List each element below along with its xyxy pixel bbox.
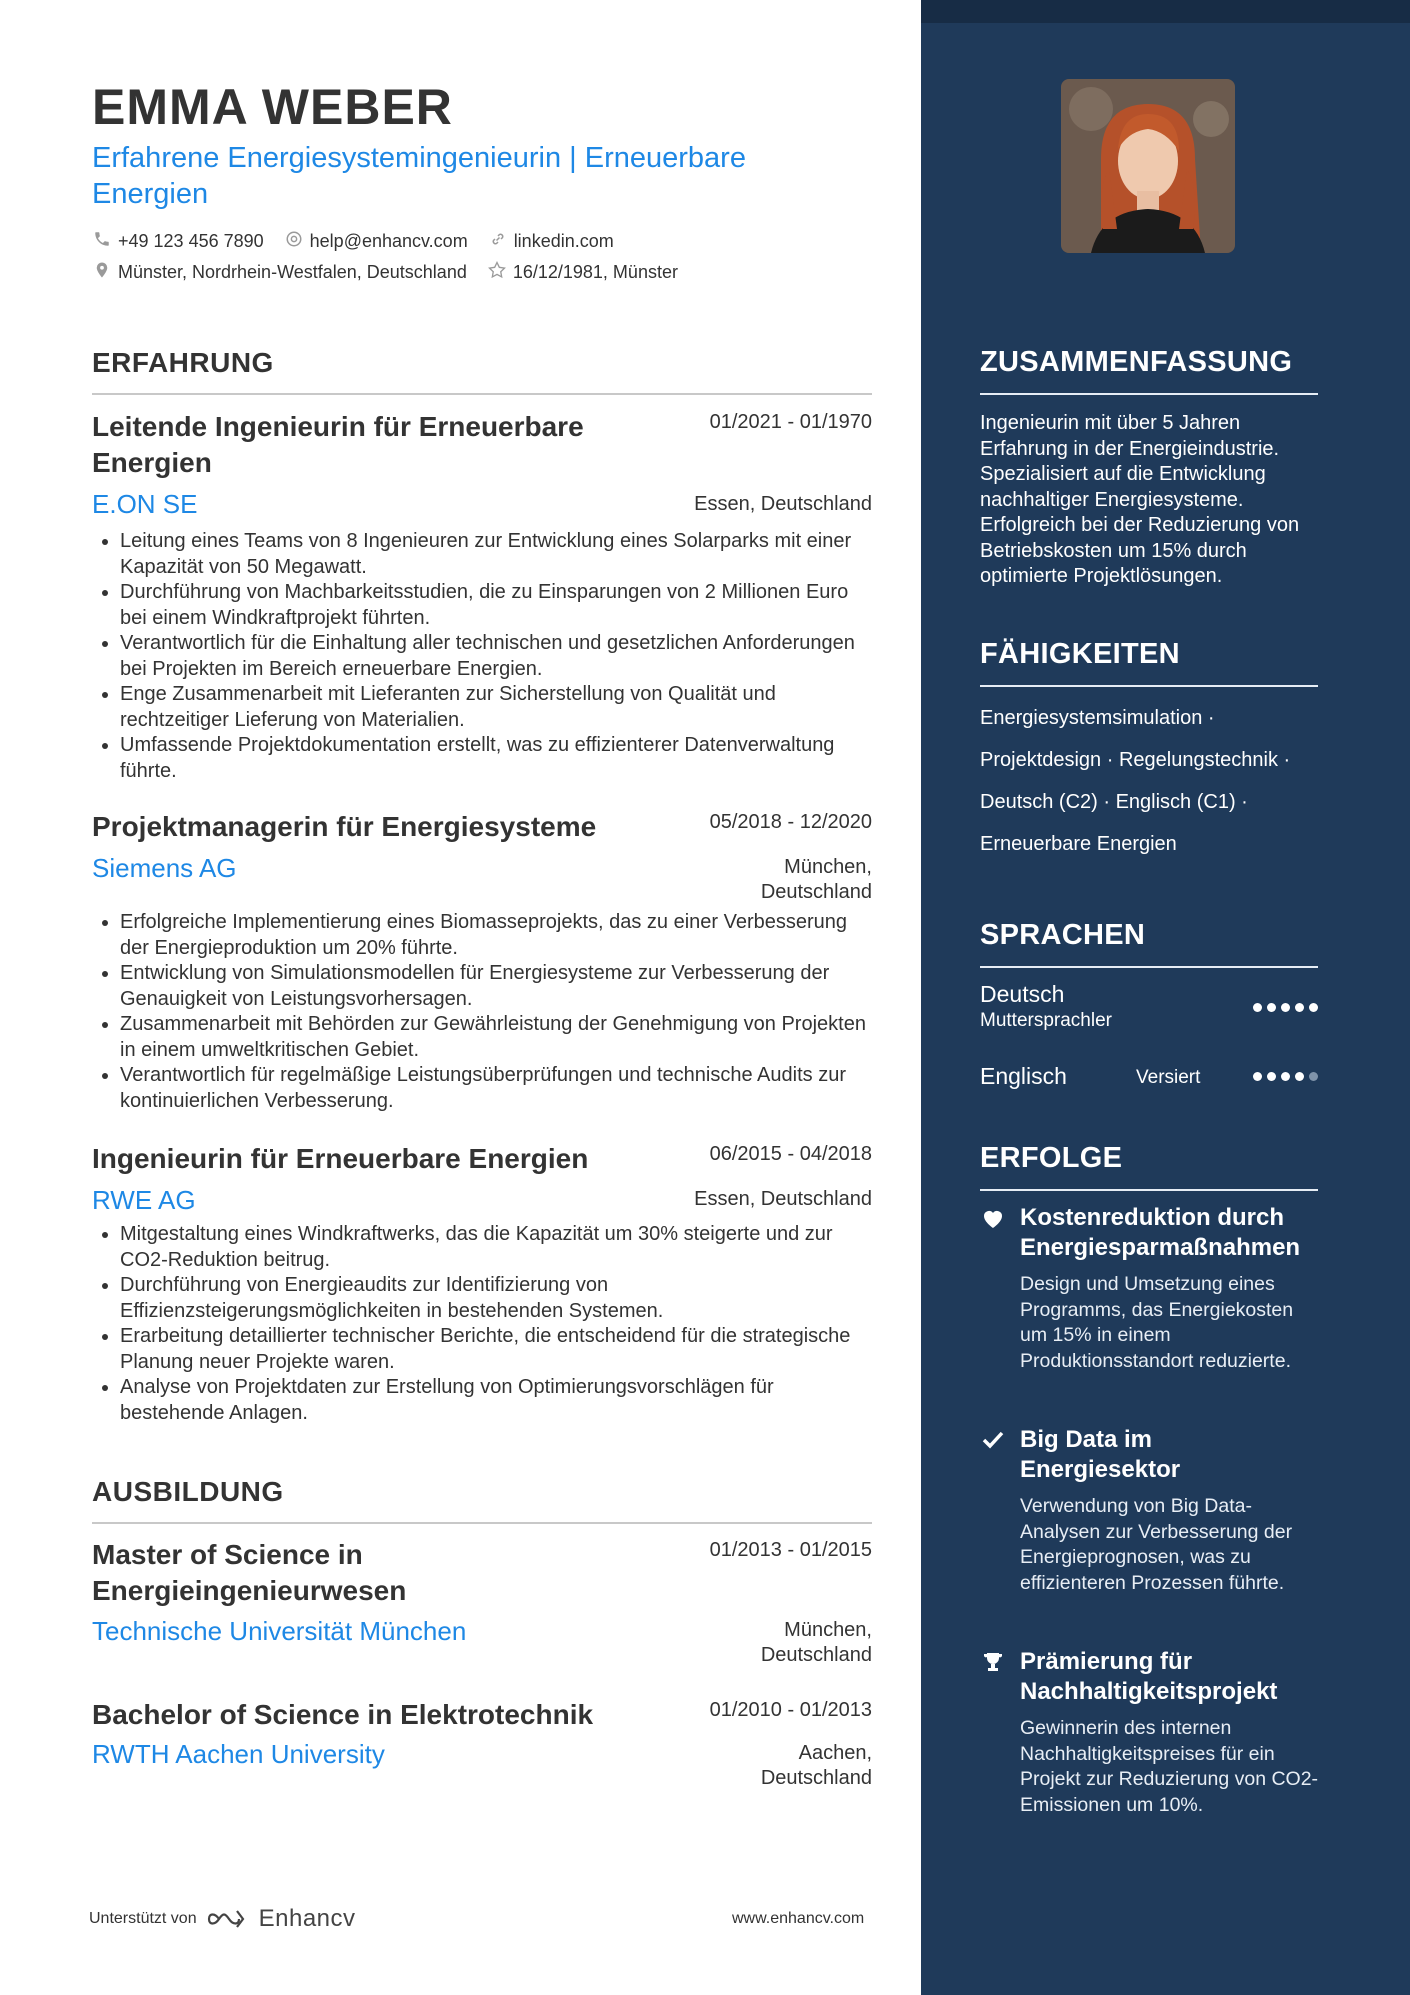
education-dates: 01/2010 - 01/2013 bbox=[709, 1699, 872, 1721]
phone-icon bbox=[92, 230, 112, 253]
sidebar-top-band bbox=[921, 0, 1410, 23]
job-bullet: • Verantwortlich für die Einhaltung aller technischen und gesetzlichen Anforderungen bei Projekten im Bereich erneuerbare Energien. bbox=[120, 631, 872, 682]
trophy-icon bbox=[980, 1651, 1006, 1679]
candidate-title: Erfahrene Energiesystemingenieurin | Erneuerbare Energien bbox=[92, 142, 746, 210]
language-name: Englisch bbox=[980, 1063, 1067, 1089]
language-rating bbox=[1248, 1072, 1318, 1081]
job-company: RWE AG bbox=[92, 1185, 196, 1215]
language-name: Deutsch bbox=[980, 981, 1065, 1007]
job-bullets bbox=[92, 910, 872, 1114]
language-rating bbox=[1248, 1003, 1318, 1012]
achievements-section-title: ERFOLGE bbox=[980, 1142, 1318, 1191]
enhancv-logo-icon bbox=[207, 1908, 253, 1930]
job-location bbox=[761, 855, 872, 905]
rating-dot bbox=[1281, 1003, 1290, 1012]
language-entry bbox=[980, 981, 1318, 1041]
education-location-country: Deutschland bbox=[760, 1767, 872, 1789]
summary-section-title: ZUSAMMENFASSUNG bbox=[980, 346, 1318, 395]
education-degree: Bachelor of Science in Elektrotechnik bbox=[92, 1699, 594, 1730]
job-bullet: • Umfassende Projektdokumentation erstellt, was zu effizienterer Datenverwaltung führte. bbox=[120, 733, 872, 784]
language-level: Muttersprachler bbox=[980, 1010, 1112, 1031]
job-dates: 01/2021 - 01/1970 bbox=[709, 411, 872, 433]
job-location-city: München, bbox=[784, 856, 872, 878]
link-item[interactable] bbox=[488, 230, 614, 253]
job-company: E.ON SE bbox=[92, 489, 198, 519]
check-icon bbox=[980, 1429, 1006, 1457]
rating-dot bbox=[1295, 1072, 1304, 1081]
education-location bbox=[761, 1618, 872, 1668]
language-level: Versiert bbox=[1136, 1067, 1201, 1088]
email-text[interactable]: help@enhancv.com bbox=[309, 231, 468, 251]
education-location-city: München, bbox=[784, 1619, 872, 1641]
achievement-text: Gewinnerin des internen Nachhaltigkeitspreises für ein Projekt zur Reduzierung von CO2-Emissionen um 10%. bbox=[1020, 1717, 1319, 1816]
heart-icon bbox=[980, 1207, 1006, 1235]
job-bullet: • Durchführung von Energieaudits zur Identifizierung von Effizienzsteigerungsmöglichkeiten in bestehenden Systemen. bbox=[120, 1273, 872, 1324]
phone-text: +49 123 456 7890 bbox=[118, 231, 264, 251]
job-bullet: • Erfolgreiche Implementierung eines Biomasseprojekts, das zu einer Verbesserung der Energieproduktion um 20% führte. bbox=[120, 910, 872, 961]
rating-dot bbox=[1267, 1072, 1276, 1081]
education-school: RWTH Aachen University bbox=[92, 1739, 385, 1769]
job-bullet: • Durchführung von Machbarkeitsstudien, die zu Einsparungen von 2 Millionen Euro bei einem Windkraftprojekt führten. bbox=[120, 580, 872, 631]
footer-branding bbox=[89, 1905, 356, 1933]
job-company: Siemens AG bbox=[92, 853, 237, 883]
candidate-name: EMMA WEBER bbox=[92, 79, 453, 135]
rating-dot bbox=[1309, 1072, 1318, 1081]
birth-item bbox=[487, 260, 678, 285]
education-dates: 01/2013 - 01/2015 bbox=[709, 1539, 872, 1561]
rating-dot bbox=[1281, 1072, 1290, 1081]
profile-photo bbox=[1061, 79, 1235, 253]
skills-list bbox=[980, 697, 1320, 865]
job-role: Projektmanagerin für Energiesysteme bbox=[92, 811, 597, 842]
star-icon bbox=[487, 260, 507, 285]
at-icon bbox=[284, 230, 304, 253]
avatar bbox=[1061, 79, 1235, 253]
job-bullet: • Verantwortlich für regelmäßige Leistungsüberprüfungen und technische Audits zur kontinuierlichen Verbesserung. bbox=[120, 1063, 872, 1114]
rating-dot bbox=[1267, 1003, 1276, 1012]
job-location: Essen, Deutschland bbox=[694, 493, 872, 515]
rating-dot bbox=[1253, 1003, 1262, 1012]
powered-by-text: Unterstützt von bbox=[89, 1910, 197, 1927]
job-bullet: • Analyse von Projektdaten zur Erstellung von Optimierungsvorschlägen für bestehende Anlagen. bbox=[120, 1375, 872, 1426]
job-bullets bbox=[92, 1222, 872, 1426]
footer-url[interactable]: www.enhancv.com bbox=[732, 1910, 865, 1927]
birth-text: 16/12/1981, Münster bbox=[512, 262, 678, 282]
rating-dot bbox=[1309, 1003, 1318, 1012]
language-entry bbox=[980, 1063, 1318, 1093]
education-degree: Master of Science in Energieingenieurwesen bbox=[92, 1539, 407, 1606]
location-item bbox=[92, 261, 467, 284]
contact-row-2 bbox=[92, 260, 698, 285]
education-location-city: Aachen, bbox=[798, 1742, 872, 1764]
education-location bbox=[761, 1741, 872, 1791]
job-dates: 06/2015 - 04/2018 bbox=[709, 1143, 872, 1165]
job-dates: 05/2018 - 12/2020 bbox=[709, 811, 872, 833]
job-location-country: Deutschland bbox=[760, 881, 872, 903]
achievement-text: Verwendung von Big Data-Analysen zur Verbesserung der Energieprognosen, was zu effizienteren Prozessen führte. bbox=[1020, 1495, 1293, 1594]
job-bullet: • Entwicklung von Simulationsmodellen für Energiesysteme zur Verbesserung der Genauigkeit von Leistungsvorhersagen. bbox=[120, 961, 872, 1012]
link-text[interactable]: linkedin.com bbox=[513, 231, 614, 251]
skill-row: Erneuerbare Energien bbox=[980, 833, 1177, 855]
job-location: Essen, Deutschland bbox=[694, 1188, 872, 1210]
contact-row-1 bbox=[92, 230, 634, 253]
location-pin-icon bbox=[92, 261, 112, 284]
job-bullets bbox=[92, 529, 872, 784]
job-bullet: • Leitung eines Teams von 8 Ingenieuren zur Entwicklung eines Solarparks mit einer Kapazität von 50 Megawatt. bbox=[120, 529, 872, 580]
summary-text: Ingenieurin mit über 5 Jahren Erfahrung in der Energieindustrie. Spezialisiert auf die Entwicklung nachhaltiger Energiesysteme. Erfolgreich bei der Reduzierung von Betriebskosten um 15% durch optimierte Projektlösungen. bbox=[980, 412, 1300, 587]
achievement-text: Design und Umsetzung eines Programms, das Energiekosten um 15% in einem Produktionsstandort reduzierte. bbox=[1020, 1273, 1294, 1372]
education-location-country: Deutschland bbox=[760, 1644, 872, 1666]
achievement-heading: Kostenreduktion durch Energiesparmaßnahmen bbox=[1020, 1204, 1301, 1261]
skill-row: Projektdesign · Regelungstechnik · bbox=[980, 749, 1291, 771]
job-role: Ingenieurin für Erneuerbare Energien bbox=[92, 1143, 589, 1174]
skills-section-title: FÄHIGKEITEN bbox=[980, 638, 1318, 687]
job-bullet: • Mitgestaltung eines Windkraftwerks, das die Kapazität um 30% steigerte und zur CO2-Reduktion beitrug. bbox=[120, 1222, 872, 1273]
brand-logo[interactable] bbox=[207, 1905, 356, 1933]
rating-dot bbox=[1295, 1003, 1304, 1012]
achievement-heading: Big Data im Energiesektor bbox=[1020, 1426, 1181, 1483]
skill-row: Energiesystemsimulation · bbox=[980, 707, 1215, 729]
link-icon bbox=[488, 230, 508, 253]
email-item[interactable] bbox=[284, 230, 468, 253]
phone-item bbox=[92, 230, 264, 253]
skill-row: Deutsch (C2) · Englisch (C1) · bbox=[980, 791, 1248, 813]
job-bullet: • Enge Zusammenarbeit mit Lieferanten zur Sicherstellung von Qualität und rechtzeitiger Lieferung von Materialien. bbox=[120, 682, 872, 733]
job-role: Leitende Ingenieurin für Erneuerbare Energien bbox=[92, 411, 584, 478]
job-bullet: • Erarbeitung detaillierter technischer Berichte, die entscheidend für die strategische Planung neuer Projekte waren. bbox=[120, 1324, 872, 1375]
languages-section-title: SPRACHEN bbox=[980, 919, 1318, 968]
rating-dot bbox=[1253, 1072, 1262, 1081]
experience-section-title: ERFAHRUNG bbox=[92, 347, 872, 395]
achievement-heading: Prämierung für Nachhaltigkeitsprojekt bbox=[1020, 1648, 1278, 1705]
job-bullet: • Zusammenarbeit mit Behörden zur Gewährleistung der Genehmigung von Projekten in einem umweltkritischen Gebiet. bbox=[120, 1012, 872, 1063]
education-school: Technische Universität München bbox=[92, 1616, 467, 1646]
education-section-title: AUSBILDUNG bbox=[92, 1476, 872, 1524]
brand-name: Enhancv bbox=[258, 1905, 356, 1932]
location-text: Münster, Nordrhein-Westfalen, Deutschland bbox=[118, 262, 467, 282]
